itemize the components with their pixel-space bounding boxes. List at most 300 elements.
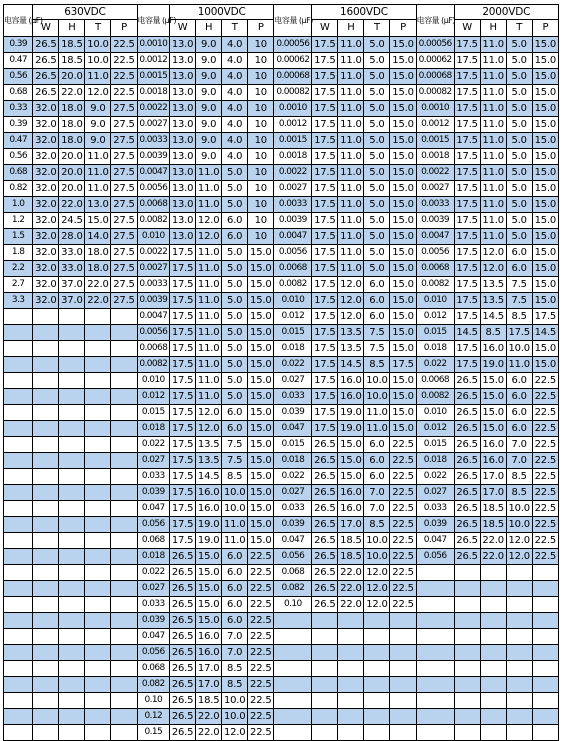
dimension-cell-t: 10.0 [85, 53, 111, 69]
table-row [4, 501, 559, 517]
empty-cell [111, 485, 137, 501]
capacitance-header-2000: 电容量 (μF) [416, 5, 454, 37]
capacitance-cell: 0.0056 [416, 245, 454, 261]
dimension-cell-w: 17.5 [454, 181, 480, 197]
empty-cell [454, 581, 480, 597]
empty-cell [416, 725, 454, 741]
empty-cell [480, 629, 506, 645]
dimension-cell-h: 11.0 [338, 117, 364, 133]
dimension-cell-t: 10.0 [222, 693, 248, 709]
empty-cell [4, 453, 33, 469]
empty-cell [416, 693, 454, 709]
dimension-cell-w: 17.5 [170, 517, 196, 533]
dimension-cell-t: 5.0 [506, 101, 532, 117]
dimension-cell-h: 18.0 [59, 133, 85, 149]
capacitance-cell: 0.022 [274, 357, 312, 373]
dimension-cell-p: 22.5 [390, 485, 416, 501]
dimension-cell-t: 6.0 [364, 453, 390, 469]
dimension-cell-t: 5.0 [364, 229, 390, 245]
dimension-cell-w: 17.5 [454, 37, 480, 53]
dimension-cell-p: 15.0 [248, 437, 274, 453]
dimension-cell-h: 11.0 [196, 277, 222, 293]
dimension-cell-p: 22.5 [248, 709, 274, 725]
empty-cell [506, 677, 532, 693]
empty-cell [416, 629, 454, 645]
dimension-cell-t: 11.0 [364, 405, 390, 421]
capacitance-cell: 0.082 [274, 581, 312, 597]
empty-cell [4, 421, 33, 437]
empty-cell [454, 677, 480, 693]
dimension-cell-h: 11.0 [196, 309, 222, 325]
empty-cell [416, 613, 454, 629]
empty-cell [85, 485, 111, 501]
empty-cell [59, 341, 85, 357]
empty-cell [506, 629, 532, 645]
dimension-cell-p: 10 [248, 69, 274, 85]
dimension-cell-p: 15.0 [390, 421, 416, 437]
table-row [4, 629, 559, 645]
empty-cell [33, 565, 59, 581]
empty-cell [59, 709, 85, 725]
dimension-cell-w: 17.5 [312, 53, 338, 69]
table-row [4, 341, 559, 357]
spec-table-container [3, 4, 559, 741]
empty-cell [454, 645, 480, 661]
empty-cell [506, 709, 532, 725]
dimension-cell-t: 7.0 [506, 437, 532, 453]
dimension-cell-w: 13.0 [170, 229, 196, 245]
dimension-cell-h: 22.0 [338, 565, 364, 581]
dimension-cell-t: 5.0 [506, 53, 532, 69]
dimension-cell-t: 5.0 [364, 213, 390, 229]
dimension-cell-h: 28.0 [59, 229, 85, 245]
table-row [4, 613, 559, 629]
dimension-cell-h: 11.0 [338, 101, 364, 117]
dimension-cell-p: 15.0 [248, 517, 274, 533]
dimension-cell-w: 17.5 [170, 341, 196, 357]
empty-cell [33, 629, 59, 645]
empty-cell [85, 501, 111, 517]
dimension-cell-h: 13.5 [196, 453, 222, 469]
capacitance-cell: 0.0039 [416, 213, 454, 229]
empty-cell [33, 389, 59, 405]
empty-cell [111, 341, 137, 357]
dimension-header-w: W [170, 20, 196, 37]
capacitance-header-630: 电容量 (μF) [4, 5, 33, 37]
empty-cell [416, 645, 454, 661]
dimension-cell-p: 15.0 [532, 245, 558, 261]
dimension-cell-p: 22.5 [390, 565, 416, 581]
dimension-cell-h: 12.0 [338, 309, 364, 325]
empty-cell [111, 693, 137, 709]
dimension-cell-p: 15.0 [248, 453, 274, 469]
dimension-cell-t: 18.0 [85, 245, 111, 261]
dimension-cell-h: 11.0 [480, 197, 506, 213]
dimension-cell-h: 9.0 [196, 53, 222, 69]
dimension-cell-w: 26.5 [170, 677, 196, 693]
dimension-cell-h: 22.0 [338, 597, 364, 613]
dimension-cell-h: 22.0 [59, 85, 85, 101]
dimension-cell-t: 5.0 [364, 165, 390, 181]
capacitance-cell: 0.15 [137, 725, 170, 741]
dimension-cell-p: 15.0 [390, 101, 416, 117]
dimension-cell-h: 11.0 [480, 229, 506, 245]
capacitance-cell: 0.047 [274, 421, 312, 437]
dimension-cell-p: 27.5 [111, 117, 137, 133]
capacitance-cell: 3.3 [4, 293, 33, 309]
dimension-cell-w: 26.5 [170, 645, 196, 661]
empty-cell [4, 565, 33, 581]
capacitance-header-1600: 电容量 (μF) [274, 5, 312, 37]
dimension-cell-h: 19.0 [196, 533, 222, 549]
dimension-cell-p: 15.0 [390, 277, 416, 293]
dimension-cell-h: 17.0 [480, 485, 506, 501]
dimension-cell-t: 5.0 [222, 197, 248, 213]
dimension-cell-h: 14.5 [196, 469, 222, 485]
dimension-cell-w: 32.0 [33, 293, 59, 309]
dimension-cell-w: 26.5 [170, 581, 196, 597]
empty-cell [33, 597, 59, 613]
capacitance-header-1000: 电容量 (μF) [137, 5, 170, 37]
table-row [4, 165, 559, 181]
dimension-cell-p: 15.0 [248, 357, 274, 373]
empty-cell [33, 677, 59, 693]
dimension-cell-t: 7.5 [222, 437, 248, 453]
dimension-cell-t: 4.0 [222, 149, 248, 165]
dimension-cell-t: 9.0 [85, 101, 111, 117]
capacitance-cell: 0.0033 [137, 277, 170, 293]
capacitance-cell: 0.0027 [274, 181, 312, 197]
dimension-cell-p: 15.0 [248, 405, 274, 421]
empty-cell [4, 517, 33, 533]
empty-cell [33, 437, 59, 453]
capacitance-cell: 1.2 [4, 213, 33, 229]
dimension-cell-t: 10.0 [85, 37, 111, 53]
dimension-cell-p: 15.0 [390, 197, 416, 213]
empty-cell [338, 709, 364, 725]
capacitance-cell: 0.82 [4, 181, 33, 197]
dimension-cell-h: 16.0 [480, 453, 506, 469]
dimension-cell-t: 5.0 [364, 37, 390, 53]
dimension-cell-t: 5.0 [222, 293, 248, 309]
dimension-cell-p: 15.0 [390, 117, 416, 133]
dimension-cell-h: 18.0 [59, 117, 85, 133]
dimension-cell-h: 15.0 [196, 549, 222, 565]
dimension-cell-p: 27.5 [111, 261, 137, 277]
capacitance-cell: 0.027 [274, 373, 312, 389]
dimension-cell-p: 15.0 [248, 469, 274, 485]
empty-cell [59, 517, 85, 533]
table-row [4, 69, 559, 85]
empty-cell [111, 597, 137, 613]
dimension-cell-t: 12.0 [506, 533, 532, 549]
dimension-cell-p: 15.0 [532, 133, 558, 149]
empty-cell [85, 325, 111, 341]
dimension-cell-h: 11.0 [480, 149, 506, 165]
dimension-cell-p: 15.0 [248, 309, 274, 325]
dimension-header-h: H [59, 20, 85, 37]
dimension-cell-w: 26.5 [170, 709, 196, 725]
dimension-cell-w: 17.5 [312, 69, 338, 85]
dimension-cell-h: 13.5 [480, 293, 506, 309]
table-row [4, 581, 559, 597]
empty-cell [85, 693, 111, 709]
dimension-cell-h: 12.0 [196, 405, 222, 421]
empty-cell [4, 373, 33, 389]
dimension-cell-h: 11.0 [196, 181, 222, 197]
dimension-cell-w: 32.0 [33, 165, 59, 181]
dimension-cell-h: 11.0 [480, 133, 506, 149]
dimension-cell-t: 5.0 [506, 117, 532, 133]
dimension-cell-t: 5.0 [364, 117, 390, 133]
dimension-cell-h: 12.0 [338, 277, 364, 293]
voltage-header-1000: 1000VDC [170, 5, 274, 20]
table-row [4, 693, 559, 709]
dimension-cell-h: 11.0 [196, 245, 222, 261]
empty-cell [111, 709, 137, 725]
dimension-cell-h: 16.0 [338, 389, 364, 405]
dimension-cell-w: 17.5 [454, 197, 480, 213]
empty-cell [364, 709, 390, 725]
dimension-cell-w: 26.5 [454, 437, 480, 453]
dimension-cell-w: 13.0 [170, 85, 196, 101]
dimension-cell-w: 17.5 [312, 421, 338, 437]
empty-cell [480, 613, 506, 629]
dimension-cell-h: 19.0 [338, 421, 364, 437]
dimension-cell-h: 19.0 [338, 405, 364, 421]
dimension-cell-p: 15.0 [390, 261, 416, 277]
empty-cell [312, 629, 338, 645]
header-row-voltage [4, 5, 559, 20]
dimension-cell-p: 27.5 [111, 229, 137, 245]
empty-cell [59, 693, 85, 709]
capacitance-cell: 0.039 [137, 485, 170, 501]
dimension-cell-t: 7.5 [506, 277, 532, 293]
empty-cell [480, 709, 506, 725]
capacitance-cell: 0.0027 [137, 117, 170, 133]
capacitance-cell: 0.0082 [274, 277, 312, 293]
dimension-cell-w: 26.5 [312, 517, 338, 533]
dimension-cell-t: 8.5 [506, 469, 532, 485]
empty-cell [274, 661, 312, 677]
dimension-cell-p: 22.5 [390, 469, 416, 485]
capacitance-cell: 0.0056 [137, 325, 170, 341]
dimension-cell-t: 6.0 [506, 245, 532, 261]
empty-cell [85, 389, 111, 405]
dimension-cell-p: 22.5 [248, 597, 274, 613]
empty-cell [111, 517, 137, 533]
dimension-cell-p: 22.5 [111, 69, 137, 85]
dimension-cell-h: 11.0 [196, 293, 222, 309]
dimension-cell-p: 22.5 [532, 373, 558, 389]
dimension-cell-t: 6.0 [222, 549, 248, 565]
dimension-cell-h: 9.0 [196, 101, 222, 117]
dimension-cell-t: 8.5 [506, 309, 532, 325]
empty-cell [111, 501, 137, 517]
dimension-cell-t: 14.0 [85, 229, 111, 245]
dimension-cell-p: 15.0 [390, 293, 416, 309]
empty-cell [506, 581, 532, 597]
dimension-cell-t: 15.0 [85, 213, 111, 229]
dimension-cell-p: 27.5 [111, 277, 137, 293]
empty-cell [59, 725, 85, 741]
capacitance-cell: 0.0010 [274, 101, 312, 117]
dimension-cell-h: 12.0 [338, 293, 364, 309]
dimension-cell-p: 10 [248, 213, 274, 229]
empty-cell [111, 629, 137, 645]
empty-cell [33, 405, 59, 421]
empty-cell [506, 565, 532, 581]
dimension-cell-w: 17.5 [312, 277, 338, 293]
empty-cell [364, 629, 390, 645]
dimension-cell-h: 11.0 [338, 165, 364, 181]
dimension-cell-p: 27.5 [111, 293, 137, 309]
empty-cell [312, 725, 338, 741]
dimension-cell-p: 15.0 [248, 373, 274, 389]
empty-cell [506, 645, 532, 661]
dimension-cell-h: 18.5 [480, 517, 506, 533]
dimension-cell-h: 11.0 [196, 325, 222, 341]
capacitance-cell: 0.047 [274, 533, 312, 549]
capacitance-cell: 0.033 [416, 501, 454, 517]
dimension-cell-h: 15.0 [480, 389, 506, 405]
empty-cell [532, 709, 558, 725]
dimension-cell-h: 18.0 [59, 101, 85, 117]
dimension-cell-w: 17.5 [454, 357, 480, 373]
dimension-cell-t: 5.0 [222, 277, 248, 293]
dimension-header-t: T [85, 20, 111, 37]
table-row [4, 485, 559, 501]
dimension-cell-w: 17.5 [312, 181, 338, 197]
dimension-cell-p: 10 [248, 181, 274, 197]
empty-cell [4, 357, 33, 373]
dimension-cell-h: 9.0 [196, 69, 222, 85]
empty-cell [4, 437, 33, 453]
dimension-cell-w: 17.5 [312, 373, 338, 389]
dimension-cell-w: 17.5 [454, 133, 480, 149]
empty-cell [111, 437, 137, 453]
dimension-cell-w: 13.0 [170, 69, 196, 85]
dimension-cell-h: 12.0 [196, 213, 222, 229]
dimension-cell-p: 22.5 [248, 645, 274, 661]
capacitance-cell: 0.010 [416, 293, 454, 309]
capacitance-cell: 0.027 [416, 485, 454, 501]
dimension-cell-p: 15.0 [532, 37, 558, 53]
empty-cell [4, 661, 33, 677]
empty-cell [33, 693, 59, 709]
dimension-cell-t: 5.0 [506, 85, 532, 101]
dimension-cell-t: 4.0 [222, 69, 248, 85]
dimension-cell-p: 22.5 [111, 85, 137, 101]
dimension-cell-h: 33.0 [59, 245, 85, 261]
dimension-cell-t: 10.0 [364, 389, 390, 405]
dimension-cell-w: 13.0 [170, 37, 196, 53]
dimension-cell-w: 17.5 [312, 37, 338, 53]
dimension-cell-w: 26.5 [454, 421, 480, 437]
dimension-cell-t: 6.0 [222, 405, 248, 421]
empty-cell [506, 693, 532, 709]
empty-cell [312, 677, 338, 693]
table-row [4, 325, 559, 341]
capacitance-cell: 0.0039 [274, 213, 312, 229]
capacitance-cell: 0.0027 [137, 261, 170, 277]
dimension-cell-w: 17.5 [312, 293, 338, 309]
dimension-cell-p: 15.0 [532, 149, 558, 165]
empty-cell [59, 549, 85, 565]
capacitance-cell: 0.68 [4, 165, 33, 181]
dimension-cell-t: 10.0 [506, 341, 532, 357]
capacitance-cell: 0.0012 [137, 53, 170, 69]
dimension-cell-p: 15.0 [532, 341, 558, 357]
dimension-cell-w: 26.5 [170, 597, 196, 613]
dimension-cell-w: 17.5 [312, 133, 338, 149]
capacitance-cell: 0.0068 [416, 373, 454, 389]
dimension-cell-w: 13.0 [170, 101, 196, 117]
capacitance-cell: 0.00082 [274, 85, 312, 101]
dimension-cell-t: 6.0 [222, 229, 248, 245]
dimension-cell-p: 27.5 [111, 197, 137, 213]
capacitance-cell: 0.0068 [137, 341, 170, 357]
empty-cell [59, 661, 85, 677]
dimension-cell-w: 26.5 [312, 485, 338, 501]
empty-cell [111, 677, 137, 693]
dimension-cell-h: 11.0 [480, 101, 506, 117]
dimension-cell-w: 13.0 [170, 197, 196, 213]
dimension-cell-p: 10 [248, 101, 274, 117]
dimension-cell-h: 11.0 [480, 69, 506, 85]
dimension-cell-p: 10 [248, 149, 274, 165]
capacitance-cell: 0.012 [137, 389, 170, 405]
capacitance-cell: 0.0039 [137, 293, 170, 309]
capacitance-cell: 0.027 [137, 453, 170, 469]
empty-cell [390, 629, 416, 645]
dimension-cell-p: 15.0 [248, 389, 274, 405]
empty-cell [85, 581, 111, 597]
dimension-cell-h: 9.0 [196, 37, 222, 53]
dimension-cell-p: 15.0 [390, 85, 416, 101]
capacitance-cell: 0.033 [274, 389, 312, 405]
dimension-cell-w: 17.5 [312, 341, 338, 357]
empty-cell [59, 373, 85, 389]
capacitance-cell: 0.0033 [274, 197, 312, 213]
dimension-cell-t: 8.5 [222, 677, 248, 693]
dimension-cell-t: 5.0 [222, 325, 248, 341]
empty-cell [454, 725, 480, 741]
empty-cell [111, 405, 137, 421]
empty-cell [85, 661, 111, 677]
dimension-cell-p: 22.5 [390, 581, 416, 597]
empty-cell [338, 613, 364, 629]
empty-cell [85, 677, 111, 693]
dimension-cell-t: 11.0 [85, 149, 111, 165]
capacitance-cell: 0.039 [274, 405, 312, 421]
table-row [4, 533, 559, 549]
dimension-cell-t: 11.0 [85, 165, 111, 181]
dimension-cell-w: 32.0 [33, 213, 59, 229]
dimension-cell-p: 15.0 [532, 69, 558, 85]
capacitance-cell: 0.0033 [137, 133, 170, 149]
dimension-cell-h: 8.5 [480, 325, 506, 341]
dimension-cell-p: 22.5 [532, 453, 558, 469]
dimension-cell-p: 15.0 [390, 325, 416, 341]
dimension-cell-h: 15.0 [196, 613, 222, 629]
empty-cell [4, 725, 33, 741]
empty-cell [364, 693, 390, 709]
dimension-cell-t: 6.0 [222, 581, 248, 597]
empty-cell [111, 533, 137, 549]
empty-cell [312, 709, 338, 725]
capacitance-cell: 0.0082 [137, 213, 170, 229]
